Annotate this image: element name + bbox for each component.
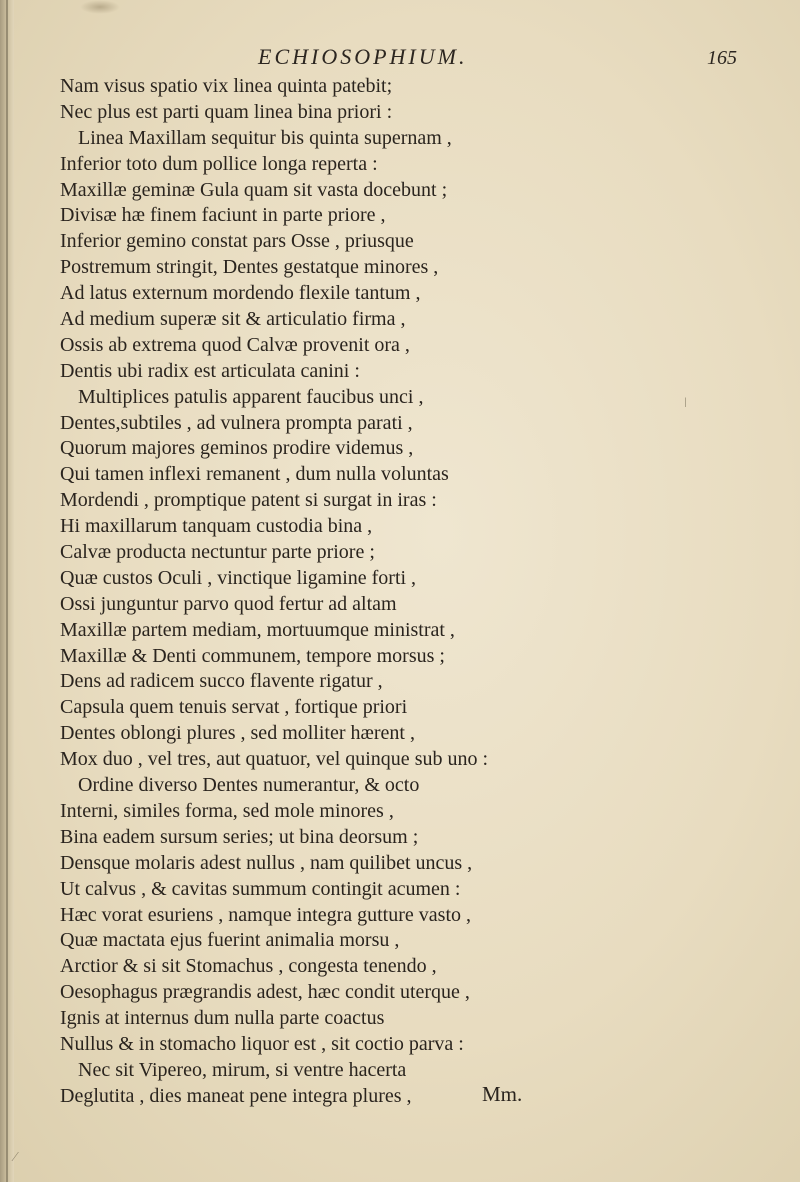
verse-line: Ad latus externum mordendo flexile tantum ,: [60, 282, 421, 305]
verse-line: Ignis at internus dum nulla parte coactus: [60, 1007, 385, 1030]
verse-line: Maxillæ partem mediam, mortuumque ministrat ,: [60, 618, 455, 641]
verse-line: Arctior & si sit Stomachus , congesta tenendo ,: [60, 955, 437, 978]
verse-line: Dentes oblongi plures , sed molliter hærent ,: [60, 722, 415, 745]
verse-line: Qui tamen inflexi remanent , dum nulla voluntas: [60, 463, 449, 486]
verse-line: Densque molaris adest nullus , nam quilibet uncus ,: [60, 851, 473, 874]
verse-line: Mordendi , promptique patent si surgat in iras :: [60, 489, 437, 512]
verse-line: Ut calvus , & cavitas summum contingit acumen :: [60, 877, 461, 900]
margin-speck: ǀ: [684, 396, 687, 411]
verse-line: Hæc vorat esuriens , namque integra gutture vasto ,: [60, 903, 471, 926]
verse-line: Interni, similes forma, sed mole minores ,: [60, 799, 394, 822]
verse-line: Divisæ hæ finem faciunt in parte priore ,: [60, 204, 386, 227]
verse-line: Inferior toto dum pollice longa reperta :: [60, 152, 378, 175]
verse-line: Calvæ producta nectuntur parte priore ;: [60, 541, 375, 564]
verse-line: Nam visus spatio vix linea quinta patebit;: [60, 75, 393, 97]
verse-line: Ad medium superæ sit & articulatio firma ,: [60, 308, 406, 331]
verse-line: Hi maxillarum tanquam custodia bina ,: [60, 515, 373, 538]
page-number: 165: [707, 47, 737, 69]
verse-line: Deglutita , dies maneat pene integra plures ,: [60, 1084, 412, 1107]
catchword: Mm.: [482, 1082, 523, 1106]
paper-stain: [80, 0, 120, 14]
verse-line: Inferior gemino constat pars Osse , priusque: [60, 230, 414, 253]
verse-line: Oesophagus prægrandis adest, hæc condit uterque ,: [60, 981, 470, 1004]
verse-line: Nullus & in stomacho liquor est , sit coctio parva :: [60, 1032, 464, 1055]
running-head: ECHIOSOPHIUM.: [258, 44, 468, 69]
verse-line: Bina eadem sursum series; ut bina deorsum ;: [60, 825, 419, 848]
verse-line: Dens ad radicem succo flavente rigatur ,: [60, 670, 383, 693]
verse-line: Ordine diverso Dentes numerantur, & octo: [78, 774, 420, 797]
verse-line: Nec plus est parti quam linea bina priori :: [60, 100, 393, 123]
verse-line: Mox duo , vel tres, aut quatuor, vel quinque sub uno :: [60, 748, 489, 771]
gutter-shadow-line: [6, 0, 8, 1182]
verse-line: Dentes,subtiles , ad vulnera prompta parati ,: [60, 411, 413, 434]
verse-line: Quæ custos Oculi , vinctique ligamine forti ,: [60, 566, 417, 589]
verse-line: Quæ mactata ejus fuerint animalia morsu ,: [60, 929, 400, 952]
verse-line: Nec sit Vipereo, mirum, si ventre hacerta: [78, 1058, 407, 1081]
verse-line: Multiplices patulis apparent faucibus unci ,: [78, 385, 424, 408]
verse-line: Capsula quem tenuis servat , fortique priori: [60, 696, 408, 719]
verse-line: Linea Maxillam sequitur bis quinta supernam ,: [78, 126, 452, 149]
verse-line: Postremum stringit, Dentes gestatque minores ,: [60, 256, 439, 279]
verse-line: Ossis ab extrema quod Calvæ provenit ora ,: [60, 333, 410, 356]
verse-line: Maxillæ geminæ Gula quam sit vasta docebunt ;: [60, 178, 448, 201]
verse-line: Maxillæ & Denti communem, tempore morsus ;: [60, 644, 445, 667]
verse-line: Dentis ubi radix est articulata canini :: [60, 359, 360, 382]
poem-text-block: [60, 74, 750, 1110]
verse-line: Quorum majores geminos prodire videmus ,: [60, 437, 414, 460]
margin-speck: ⁄: [14, 1150, 17, 1165]
verse-line: Ossi junguntur parvo quod fertur ad altam: [60, 592, 397, 615]
